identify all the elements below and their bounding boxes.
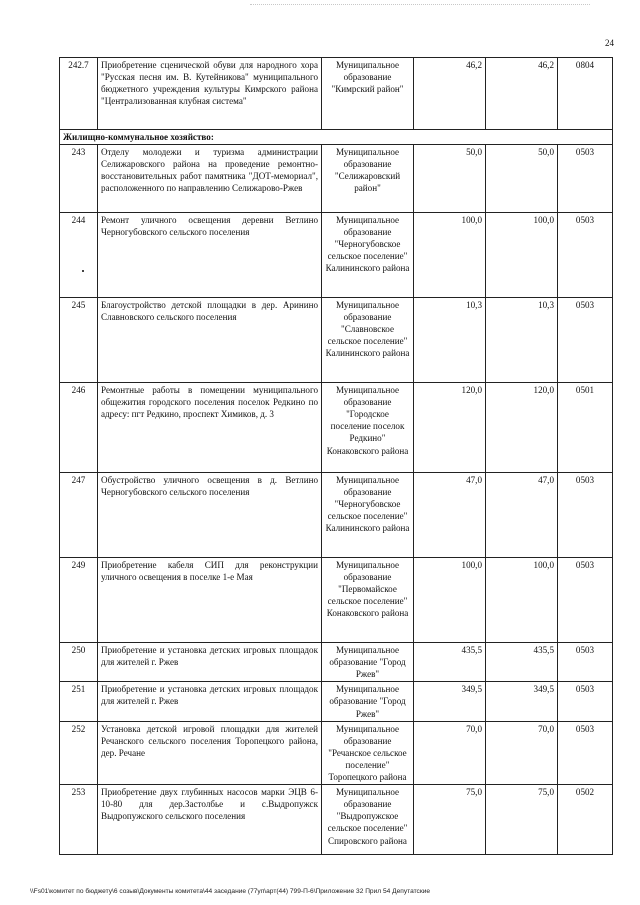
- row-code: 0804: [558, 58, 613, 130]
- row-amount-2: 47,0: [486, 473, 558, 558]
- table-row: [60, 58, 613, 130]
- table-row: [60, 298, 613, 383]
- row-amount-1: 120,0: [414, 383, 486, 473]
- row-amount-2: 70,0: [486, 721, 558, 784]
- row-number: 250: [60, 643, 98, 682]
- row-number: 247: [60, 473, 98, 558]
- row-code: 0503: [558, 298, 613, 383]
- row-number: 249: [60, 558, 98, 643]
- row-description: Благоустройство детской площадки в дер. Аринино Славновского сельского поселения: [98, 298, 322, 383]
- row-municipality: Муниципальное образование "Черногубовское сельское поселение" Калининского района: [322, 213, 414, 298]
- table-row: [60, 682, 613, 721]
- row-municipality: Муниципальное образование "Речанское сельское поселение" Торопецкого района: [322, 721, 414, 784]
- row-description: Приобретение и установка детских игровых площадок для жителей г. Ржев: [98, 682, 322, 721]
- row-number: 246: [60, 383, 98, 473]
- scan-artifact-line: [250, 4, 590, 6]
- row-municipality: Муниципальное образование "Кимрский район": [322, 58, 414, 130]
- table-row: [60, 473, 613, 558]
- row-municipality: Муниципальное образование "Славновское сельское поселение" Калининского района: [322, 298, 414, 383]
- row-amount-2: 100,0: [486, 558, 558, 643]
- row-code: 0503: [558, 145, 613, 213]
- row-amount-2: 10,3: [486, 298, 558, 383]
- page-number: 24: [605, 38, 614, 48]
- row-municipality: Муниципальное образование "Селижаровский район": [322, 145, 414, 213]
- row-description: Обустройство уличного освещения в д. Ветлино Черногубовского сельского поселения: [98, 473, 322, 558]
- row-description: Ремонт уличного освещения деревни Ветлино Черногубовского сельского поселения: [98, 213, 322, 298]
- row-code: 0502: [558, 785, 613, 855]
- row-municipality: Муниципальное образование "Город Ржев": [322, 682, 414, 721]
- row-municipality: Муниципальное образование "Первомайское сельское поселение" Конаковского района: [322, 558, 414, 643]
- table-row: [60, 721, 613, 784]
- row-description: Приобретение и установка детских игровых площадок для жителей г. Ржев: [98, 643, 322, 682]
- row-amount-1: 349,5: [414, 682, 486, 721]
- table-row: [60, 145, 613, 213]
- section-row: [60, 130, 613, 145]
- row-number: 243: [60, 145, 98, 213]
- file-path-footer: \\Fs01\комитет по бюджету\6 созыв\Документы комитета\44 заседание (77уп\арт(44) 799-П-6\Приложение 32 Прил 54 Депутатские: [30, 888, 431, 895]
- row-description: Приобретение двух глубинных насосов марки ЭЦВ 6-10-80 для дер.Застолбье и с.Выдропужск Выдропужского сельского поселения: [98, 785, 322, 855]
- row-code: 0503: [558, 473, 613, 558]
- table-row: [60, 383, 613, 473]
- row-number: 251: [60, 682, 98, 721]
- table-row: [60, 643, 613, 682]
- table-row: [60, 213, 613, 298]
- row-amount-2: 50,0: [486, 145, 558, 213]
- row-municipality: Муниципальное образование "Черногубовское сельское поселение" Калининского района: [322, 473, 414, 558]
- row-description: Приобретение сценической обуви для народного хора "Русская песня им. В. Кутейникова" муниципального бюджетного учреждения культуры Кимрского района "Централизованная клубная система": [98, 58, 322, 130]
- row-number: 252: [60, 721, 98, 784]
- row-number: 242.7: [60, 58, 98, 130]
- row-amount-1: 75,0: [414, 785, 486, 855]
- row-description: Ремонтные работы в помещении муниципального общежития городского поселения поселок Редкино по адресу: пгт Редкино, проспект Химиков, д. 3: [98, 383, 322, 473]
- row-number: 245: [60, 298, 98, 383]
- table-row: [60, 785, 613, 855]
- row-amount-1: 50,0: [414, 145, 486, 213]
- row-amount-1: 10,3: [414, 298, 486, 383]
- row-code: 0503: [558, 213, 613, 298]
- row-amount-1: 47,0: [414, 473, 486, 558]
- row-amount-2: 46,2: [486, 58, 558, 130]
- row-code: 0503: [558, 558, 613, 643]
- row-code: 0503: [558, 643, 613, 682]
- row-amount-1: 46,2: [414, 58, 486, 130]
- row-amount-1: 70,0: [414, 721, 486, 784]
- row-code: 0503: [558, 721, 613, 784]
- row-amount-1: 435,5: [414, 643, 486, 682]
- row-municipality: Муниципальное образование "Город Ржев": [322, 643, 414, 682]
- row-code: 0503: [558, 682, 613, 721]
- row-amount-2: 349,5: [486, 682, 558, 721]
- row-number: 253: [60, 785, 98, 855]
- row-code: 0501: [558, 383, 613, 473]
- budget-table: [59, 57, 613, 855]
- row-amount-2: 75,0: [486, 785, 558, 855]
- row-amount-2: 120,0: [486, 383, 558, 473]
- row-description: Установка детской игровой площадки для жителей Речанского сельского поселения Торопецкого района, дер. Речане: [98, 721, 322, 784]
- row-amount-1: 100,0: [414, 558, 486, 643]
- row-municipality: Муниципальное образование "Городское поселение поселок Редкино" Конаковского района: [322, 383, 414, 473]
- table-row: [60, 558, 613, 643]
- row-municipality: Муниципальное образование "Выдропужское сельское поселение" Спировского района: [322, 785, 414, 855]
- row-amount-1: 100,0: [414, 213, 486, 298]
- row-description: Приобретение кабеля СИП для реконструкции уличного освещения в поселке 1-е Мая: [98, 558, 322, 643]
- row-amount-2: 435,5: [486, 643, 558, 682]
- row-description: Отделу молодежи и туризма администрации Селижаровского района на проведение ремонтно-восстановительных работ памятника "ДОТ-мемориал", расположенного по направлению Селижарово-Ржев: [98, 145, 322, 213]
- row-amount-2: 100,0: [486, 213, 558, 298]
- section-title: Жилищно-коммунальное хозяйство:: [60, 130, 613, 145]
- row-number: 244: [60, 213, 98, 298]
